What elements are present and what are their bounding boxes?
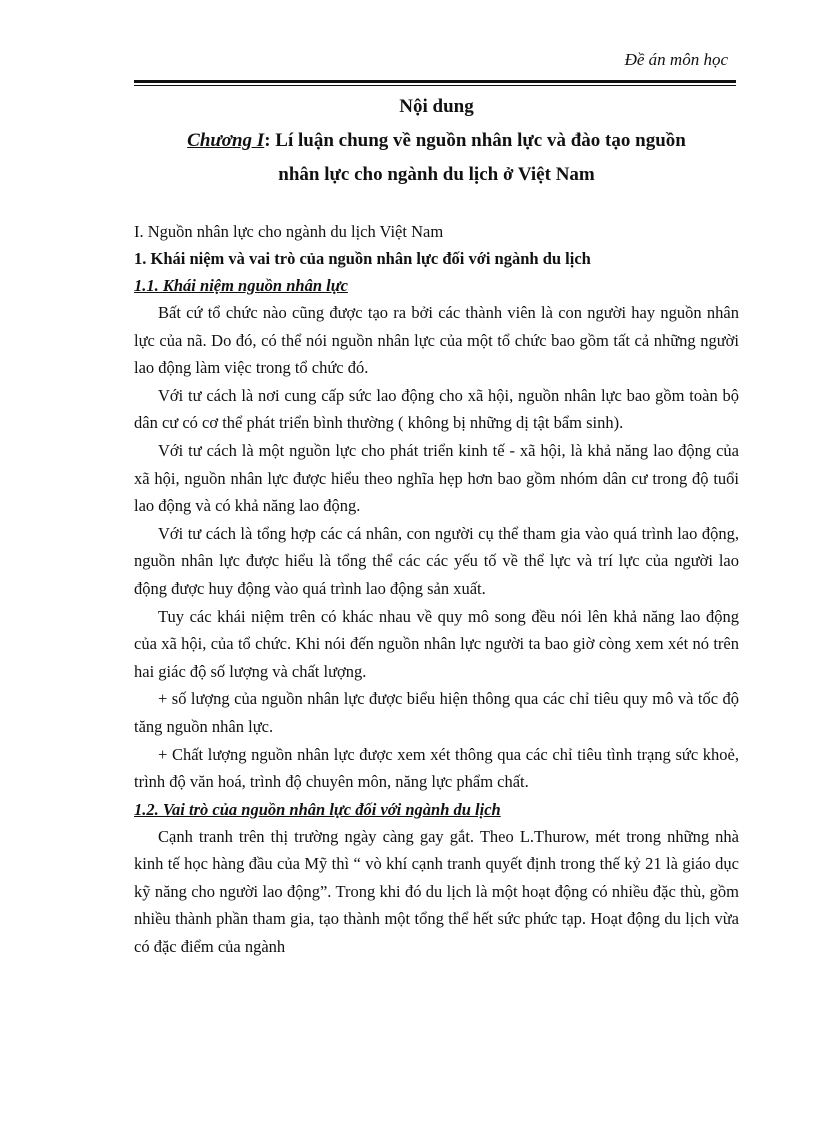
document-body — [134, 93, 739, 961]
subsection-1-1-heading: 1.1. Khái niệm nguồn nhân lực — [134, 276, 348, 295]
chapter-title-part-1: : Lí luận chung về nguồn nhân lực và đào tạo nguồn — [264, 130, 686, 151]
paragraph: Bất cứ tổ chức nào cũng được tạo ra bởi các thành viên là con người hay nguồn nhân lực của nã. Do đó, có thể nói nguồn nhân lực của một tổ chức bao gồm tất cả những người lao động làm việc trong tổ chức đó. — [134, 303, 739, 378]
paragraph: Với tư cách là tổng hợp các cá nhân, con người cụ thể tham gia vào quá trình lao động, nguồn nhân lực được hiểu là tổng thể các các yếu tố về thể lực và trí lực của người lao động được huy động vào quá trình lao động sản xuất. — [134, 523, 739, 598]
subsection-1-2-heading: 1.2. Vai trò của nguồn nhân lực đối với ngành du lịch — [134, 799, 501, 819]
page-header — [134, 46, 736, 86]
bullet-paragraph: + Chất lượng nguồn nhân lực được xem xét thông qua các chỉ tiêu tình trạng sức khoẻ, trình độ văn hoá, trình độ chuyên môn, năng lực phẩm chất. — [134, 744, 739, 792]
course-label: Đề án môn học — [624, 50, 728, 69]
chapter-heading — [134, 124, 739, 192]
chapter-label: Chương I — [187, 130, 265, 151]
header-rule-thin — [134, 85, 736, 86]
header-rule-thick — [134, 80, 736, 83]
paragraph: Cạnh tranh trên thị trường ngày càng gay gắt. Theo L.Thurow, mét trong những nhà kinh tế học hàng đầu của Mỹ thì “ vò khí cạnh tranh quyết định trong thế kỷ 21 là giáo dục kỹ năng cho người lao động”. Trong khi đó du lịch là một hoạt động có nhiều đặc thù, gồm nhiều thành phần tham gia, tạo thành một tổng thể hết sức phức tạp. Hoạt động du lịch vừa có đặc điểm của ngành — [134, 826, 739, 957]
chapter-heading-line-1 — [134, 124, 739, 158]
page-title: Nội dung — [399, 96, 474, 117]
section-heading: I. Nguồn nhân lực cho ngành du lịch Việt Nam — [134, 222, 444, 241]
paragraph: Với tư cách là nơi cung cấp sức lao động cho xã hội, nguồn nhân lực bao gồm toàn bộ dân cư có cơ thể phát triển bình thường ( không bị những dị tật bẩm sinh). — [134, 385, 739, 433]
paragraph: Với tư cách là một nguồn lực cho phát triển kinh tế - xã hội, là khả năng lao động của xã hội, nguồn nhân lực được hiểu theo nghĩa hẹp hơn bao gồm nhóm dân cư trong độ tuổi lao động và có khả năng lao động. — [134, 440, 739, 516]
chapter-heading-line-2: nhân lực cho ngành du lịch ở Việt Nam — [278, 164, 595, 185]
paragraph: Tuy các khái niệm trên có khác nhau về quy mô song đều nói lên khả năng lao động của xã hội, của tổ chức. Khi nói đến nguồn nhân lực người ta bao giờ còng xem xét nó trên hai giác độ số lượng và chất lượng. — [134, 606, 739, 681]
bullet-paragraph: + số lượng của nguồn nhân lực được biểu hiện thông qua các chỉ tiêu quy mô và tốc độ tăng nguồn nhân lực. — [134, 689, 739, 736]
subsection-heading: 1. Khái niệm và vai trò của nguồn nhân lực đối với ngành du lịch — [134, 249, 591, 268]
